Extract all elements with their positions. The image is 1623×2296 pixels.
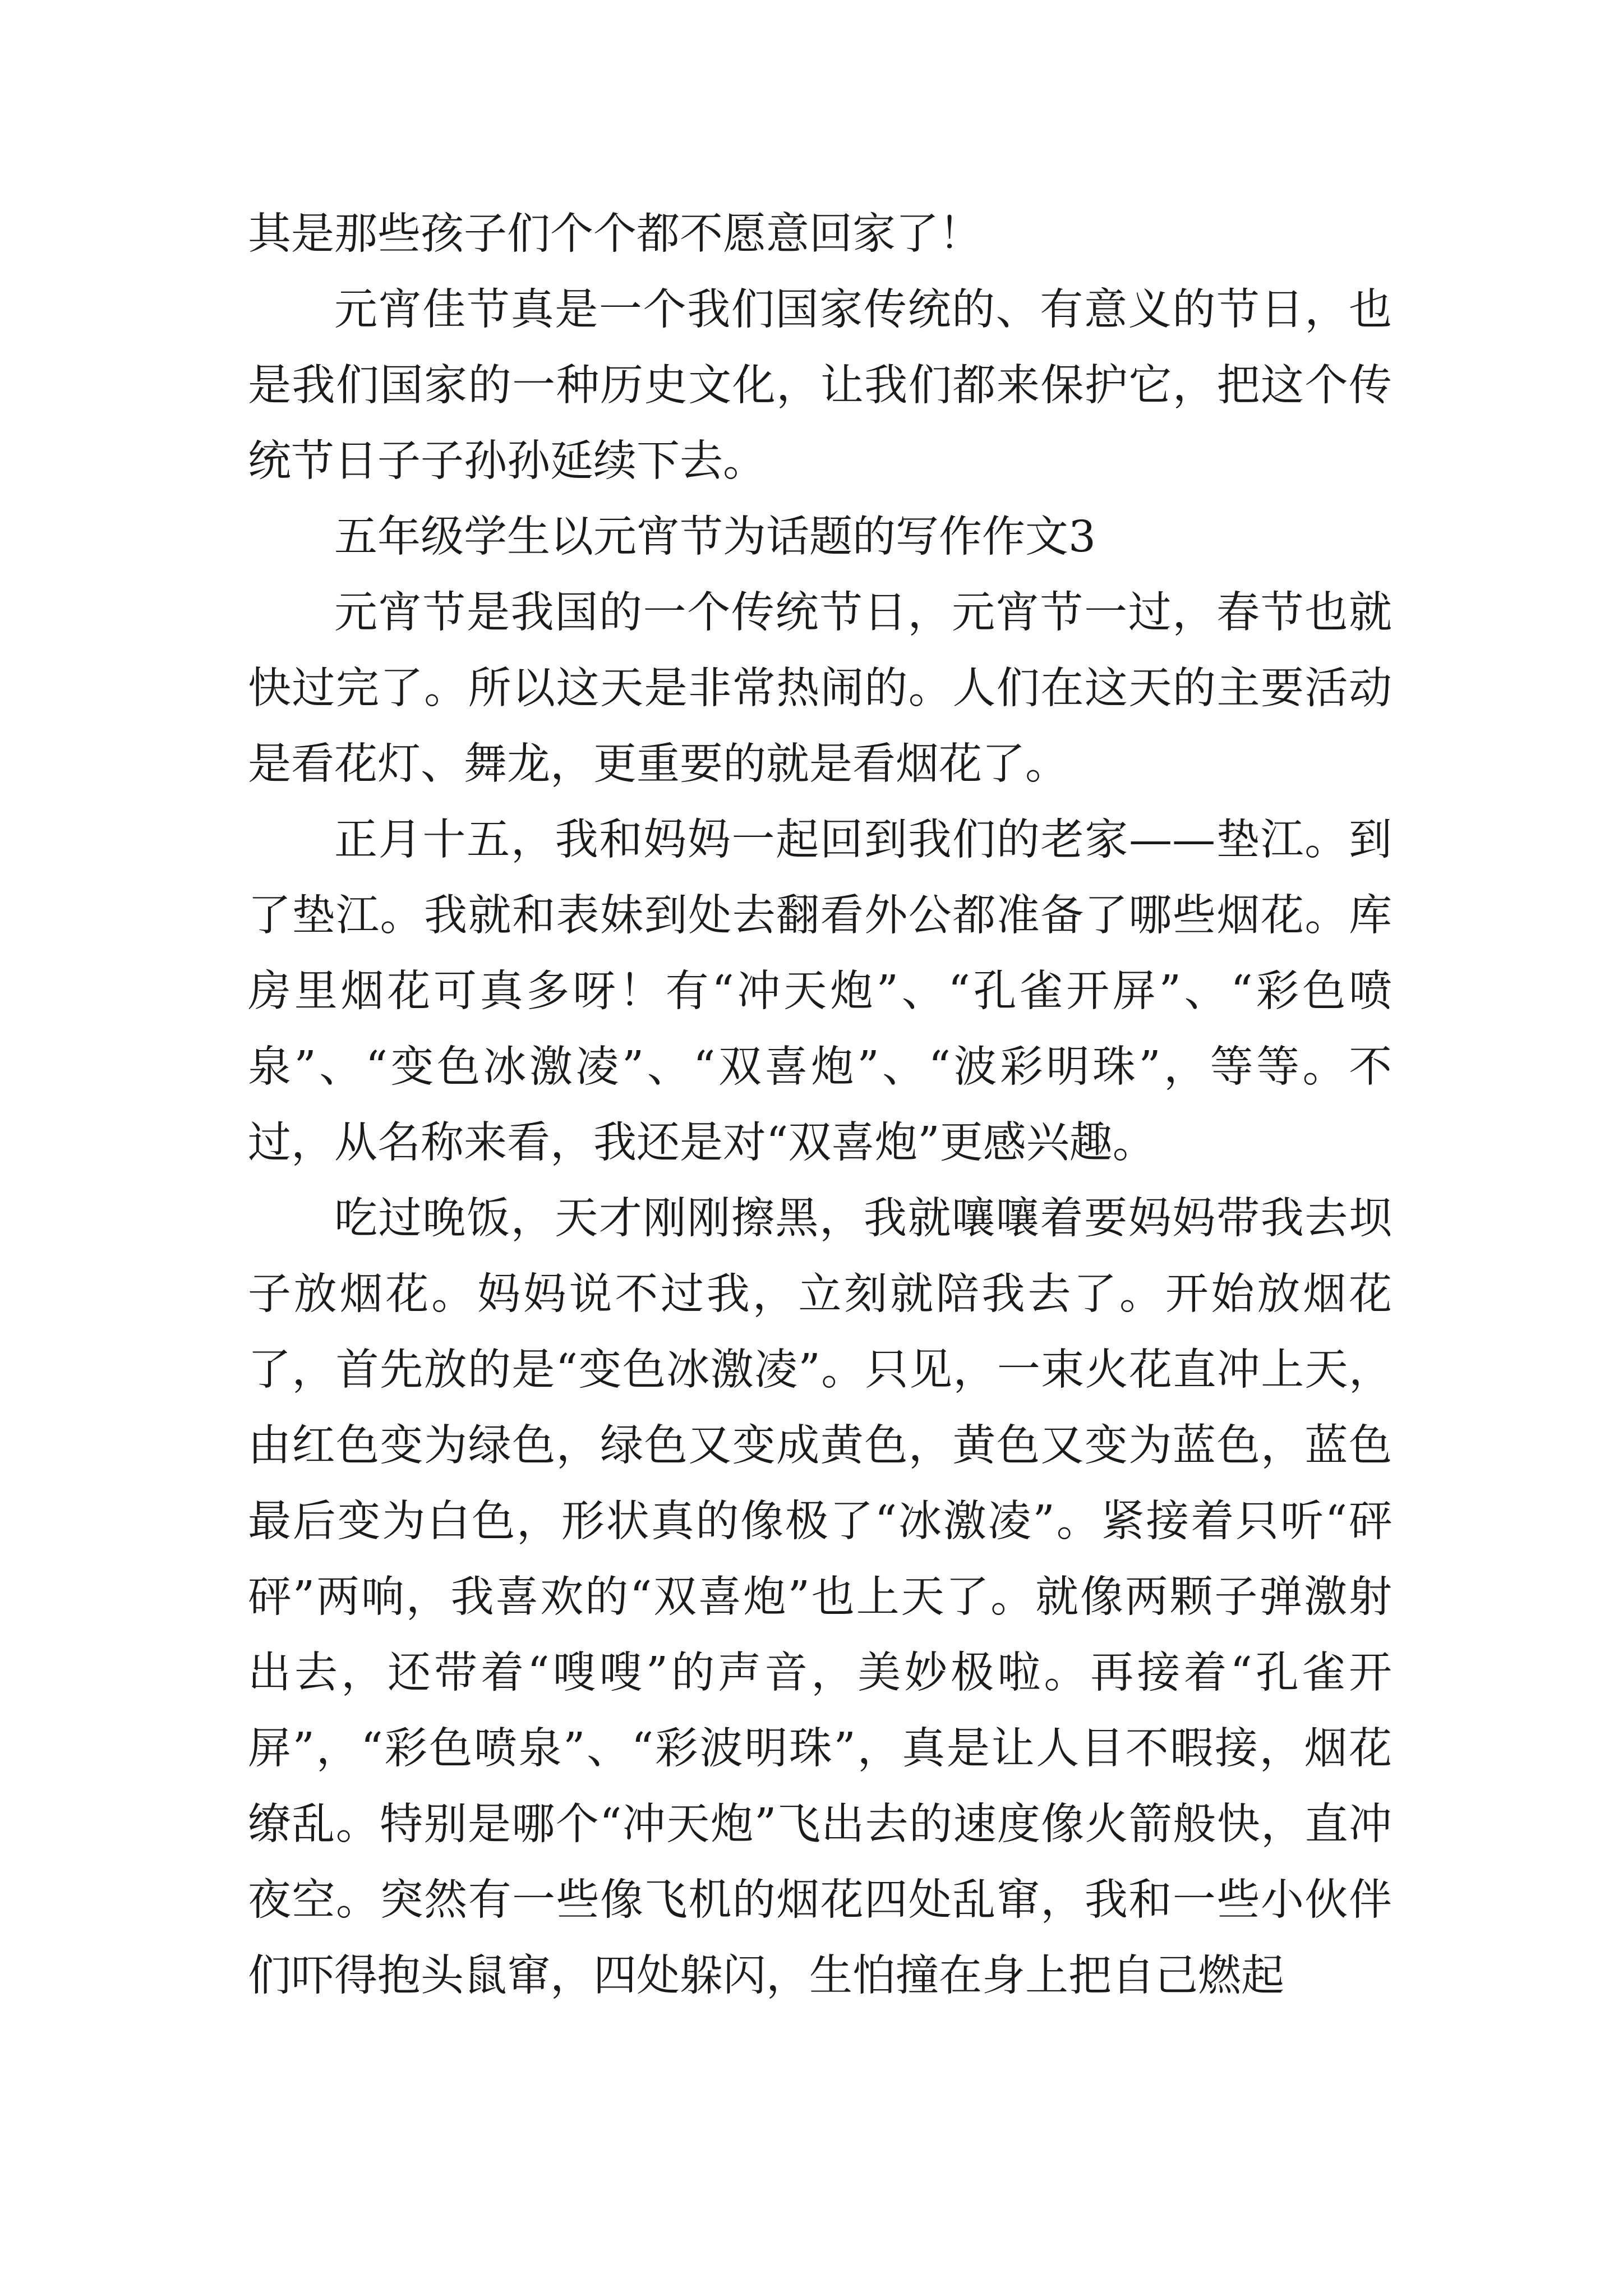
body-text xyxy=(248,196,1392,2014)
paragraph: 元宵佳节真是一个我们国家传统的、有意义的节日，也是我们国家的一种历史文化，让我们都来保护它，把这个传统节日子子孙孙延续下去。 xyxy=(248,285,1392,486)
paragraph-continuation: 其是那些孩子们个个都不愿意回家了！ xyxy=(248,209,982,259)
paragraph: 正月十五，我和妈妈一起回到我们的老家——垫江。到了垫江。我就和表妹到处去翻看外公都准备了哪些烟花。库房里烟花可真多呀！有“冲天炮”、“孔雀开屏”、“彩色喷泉”、“变色冰激凌”、“双喜炮”、“波彩明珠”，等等。不过，从名称来看，我还是对“双喜炮”更感兴趣。 xyxy=(248,815,1392,1168)
essay-heading: 五年级学生以元宵节为话题的写作作文3 xyxy=(334,512,1096,562)
paragraph: 元宵节是我国的一个传统节日，元宵节一过，春节也就快过完了。所以这天是非常热闹的。人们在这天的主要活动是看花灯、舞龙，更重要的就是看烟花了。 xyxy=(248,588,1392,789)
paragraph: 吃过晚饭，天才刚刚擦黑，我就嚷嚷着要妈妈带我去坝子放烟花。妈妈说不过我，立刻就陪我去了。开始放烟花了，首先放的是“变色冰激凌”。只见，一束火花直冲上天，由红色变为绿色，绿色又变成黄色，黄色又变为蓝色，蓝色最后变为白色，形状真的像极了“冰激凌”。紧接着只听“砰砰”两响，我喜欢的“双喜炮”也上天了。就像两颗子弹激射出去，还带着“嗖嗖”的声音，美妙极啦。再接着“孔雀开屏”，“彩色喷泉”、“彩波明珠”，真是让人目不暇接，烟花缭乱。特别是哪个“冲天炮”飞出去的速度像火箭般快，直冲夜空。突然有一些像飞机的烟花四处乱窜，我和一些小伙伴们吓得抱头鼠窜，四处躲闪，生怕撞在身上把自己燃起 xyxy=(248,1194,1392,2001)
